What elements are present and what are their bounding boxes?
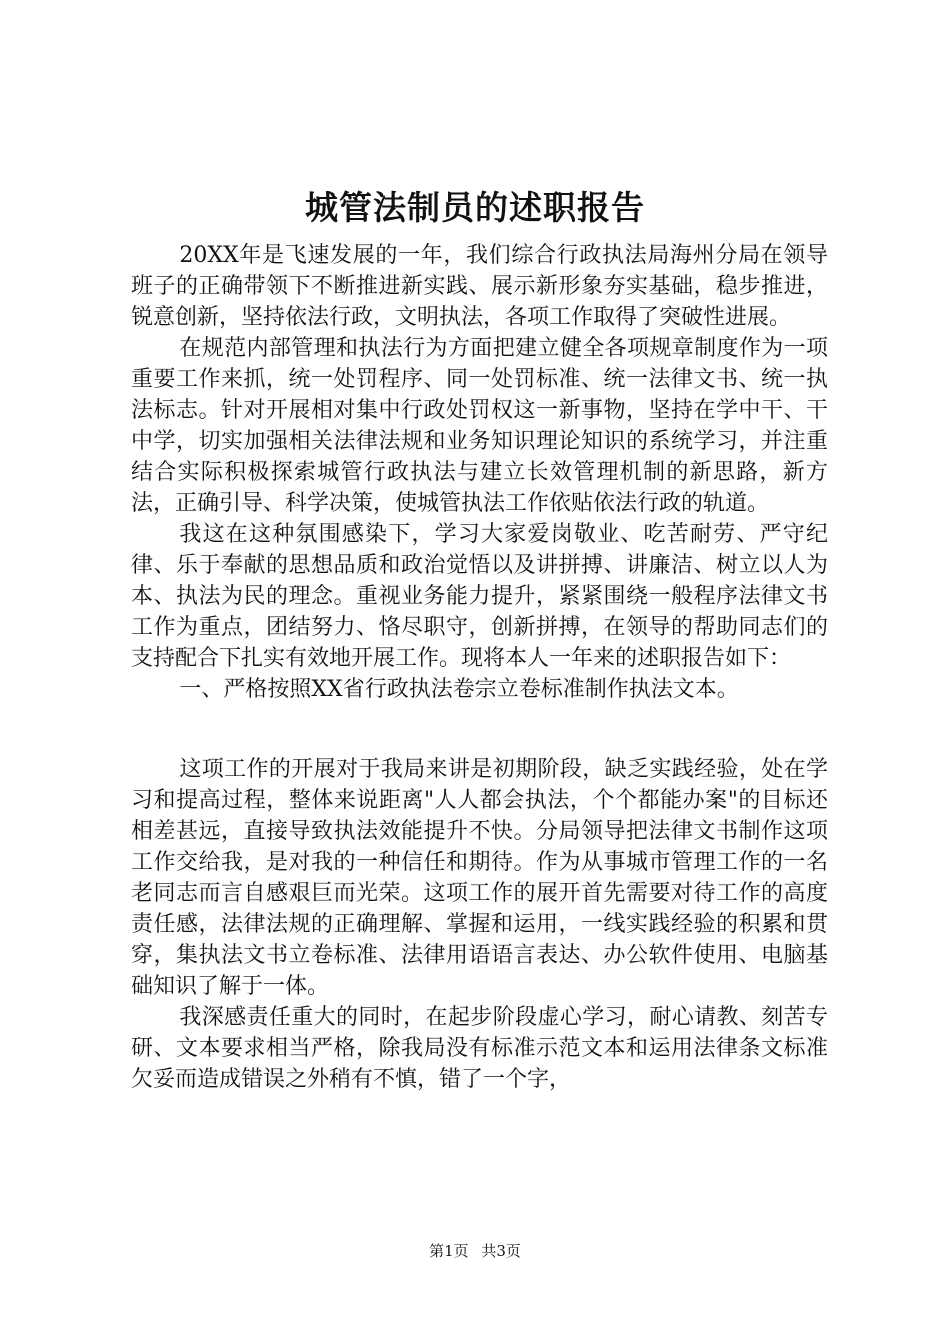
page-footer xyxy=(0,1241,950,1261)
blank-line xyxy=(131,705,828,754)
document-title: 城管法制员的述职报告 xyxy=(305,188,645,227)
paragraph-3: 我这在这种氛围感染下，学习大家爱岗敬业、吃苦耐劳、严守纪律、乐于奉献的思想品质和政治觉悟以及讲拼搏、讲廉洁、树立以人为本、执法为民的理念。重视业务能力提升，紧紧围绕一般程序法律文书工作为重点，团结努力、恪尽职守，创新拼搏，在领导的帮助同志们的支持配合下扎实有效地开展工作。现将本人一年来的述职报告如下： xyxy=(131,522,828,671)
page-number: 第1页 xyxy=(429,1242,469,1260)
document-body xyxy=(131,240,828,1095)
section-heading-1: 一、严格按照XX省行政执法卷宗立卷标准制作执法文本。 xyxy=(179,677,739,702)
paragraph-5: 我深感责任重大的同时，在起步阶段虚心学习，耐心请教、刻苦专研、文本要求相当严格，除我局没有标准示范文本和运用法律条文标准欠妥而造成错误之外稍有不慎，错了一个字， xyxy=(131,1005,828,1092)
paragraph-4: 这项工作的开展对于我局来讲是初期阶段，缺乏实践经验，处在学习和提高过程，整体来说距离"人人都会执法，个个都能办案"的目标还相差甚远，直接导致执法效能提升不快。分局领导把法律文书制作这项工作交给我，是对我的一种信任和期待。作为从事城市管理工作的一名老同志而言自感艰巨而光荣。这项工作的展开首先需要对待工作的高度责任感，法律法规的正确理解、掌握和运用，一线实践经验的积累和贯穿，集执法文书立卷标准、法律用语语言表达、办公软件使用、电脑基础知识了解于一体。 xyxy=(131,757,828,999)
paragraph-2: 在规范内部管理和执法行为方面把建立健全各项规章制度作为一项重要工作来抓，统一处罚程序、同一处罚标准、统一法律文书、统一执法标志。针对开展相对集中行政处罚权这一新事物，坚持在学中干、干中学，切实加强相关法律法规和业务知识理论知识的系统学习，并注重结合实际积极探索城管行政执法与建立长效管理机制的新思路，新方法，正确引导、科学决策，使城管执法工作依贴依法行政的轨道。 xyxy=(131,336,828,516)
paragraph-1: 20XX年是飞速发展的一年，我们综合行政执法局海州分局在领导班子的正确带领下不断推进新实践、展示新形象夯实基础，稳步推进，锐意创新，坚持依法行政，文明执法，各项工作取得了突破性进展。 xyxy=(131,243,828,330)
page-total: 共3页 xyxy=(481,1242,521,1260)
